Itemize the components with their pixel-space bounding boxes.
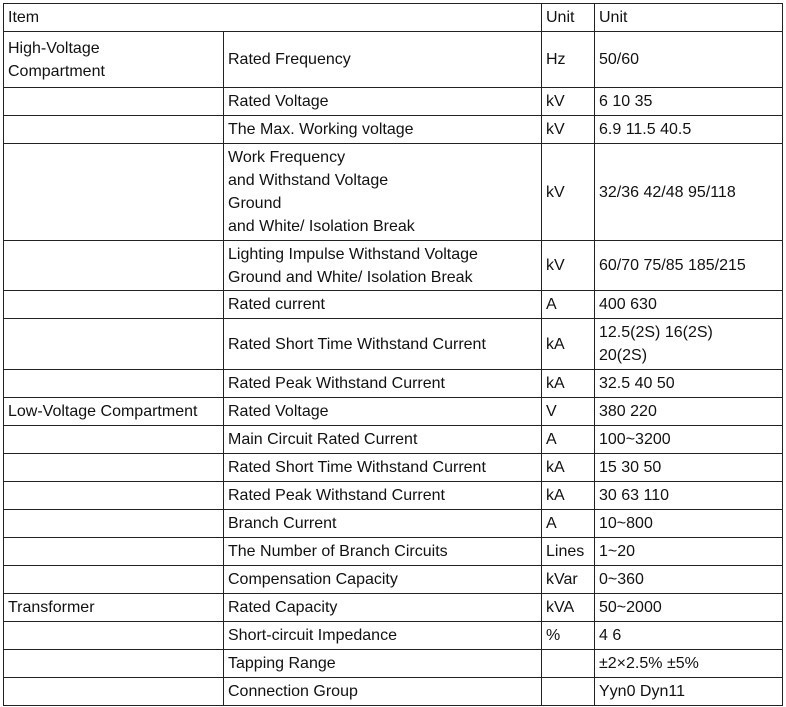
value-cell: ±2×2.5% ±5% <box>595 650 783 678</box>
param-cell: Rated Short Time Withstand Current <box>224 319 542 370</box>
param-cell: Lighting Impulse Withstand Voltage Ground and White/ Isolation Break <box>224 241 542 291</box>
param-cell: Rated Frequency <box>224 32 542 88</box>
value-cell: 50/60 <box>595 32 783 88</box>
value-cell: 12.5(2S) 16(2S) 20(2S) <box>595 319 783 370</box>
spec-table <box>3 3 783 706</box>
group-cell-empty <box>4 454 224 482</box>
param-cell: Rated Peak Withstand Current <box>224 482 542 510</box>
value-cell: 100~3200 <box>595 426 783 454</box>
param-cell: Main Circuit Rated Current <box>224 426 542 454</box>
group-cell-empty <box>4 650 224 678</box>
table-row <box>4 88 783 116</box>
group-name-transformer: Transformer <box>4 594 224 622</box>
value-cell: 15 30 50 <box>595 454 783 482</box>
value-cell: 32.5 40 50 <box>595 370 783 398</box>
param-cell: Rated Short Time Withstand Current <box>224 454 542 482</box>
group-cell-empty <box>4 116 224 144</box>
value-cell: 380 220 <box>595 398 783 426</box>
group-cell-empty <box>4 370 224 398</box>
table-row <box>4 144 783 241</box>
param-cell: Short-circuit Impedance <box>224 622 542 650</box>
unit-cell: Hz <box>542 32 595 88</box>
unit-cell: A <box>542 291 595 319</box>
value-cell: 60/70 75/85 185/215 <box>595 241 783 291</box>
value-cell: 6 10 35 <box>595 88 783 116</box>
table-row <box>4 622 783 650</box>
value-cell: 6.9 11.5 40.5 <box>595 116 783 144</box>
table-row <box>4 538 783 566</box>
table-row <box>4 398 783 426</box>
group-cell-empty <box>4 88 224 116</box>
param-cell: The Number of Branch Circuits <box>224 538 542 566</box>
group-cell-empty <box>4 482 224 510</box>
unit-cell: A <box>542 510 595 538</box>
value-cell: 50~2000 <box>595 594 783 622</box>
value-cell: 30 63 110 <box>595 482 783 510</box>
unit-cell <box>542 650 595 678</box>
unit-cell <box>542 678 595 706</box>
value-cell: Yyn0 Dyn11 <box>595 678 783 706</box>
group-cell-empty <box>4 426 224 454</box>
unit-cell: V <box>542 398 595 426</box>
table-row <box>4 482 783 510</box>
table-row <box>4 594 783 622</box>
table-row <box>4 678 783 706</box>
unit-cell: kA <box>542 370 595 398</box>
table-row <box>4 454 783 482</box>
header-item: Item <box>4 4 542 32</box>
unit-cell: kV <box>542 116 595 144</box>
param-cell: Rated Peak Withstand Current <box>224 370 542 398</box>
table-row <box>4 291 783 319</box>
table-row <box>4 650 783 678</box>
param-cell: Rated current <box>224 291 542 319</box>
header-value: Unit <box>595 4 783 32</box>
group-cell-empty <box>4 678 224 706</box>
unit-cell: kA <box>542 454 595 482</box>
unit-cell: kA <box>542 482 595 510</box>
group-name-low-voltage: Low-Voltage Compartment <box>4 398 224 426</box>
group-cell-empty <box>4 291 224 319</box>
table-row <box>4 370 783 398</box>
group-cell-empty <box>4 538 224 566</box>
param-cell: Rated Capacity <box>224 594 542 622</box>
param-cell: Tapping Range <box>224 650 542 678</box>
table-row <box>4 116 783 144</box>
param-cell: Connection Group <box>224 678 542 706</box>
param-cell: Compensation Capacity <box>224 566 542 594</box>
unit-cell: kV <box>542 241 595 291</box>
value-cell: 0~360 <box>595 566 783 594</box>
table-row <box>4 32 783 88</box>
value-cell: 4 6 <box>595 622 783 650</box>
param-cell: Rated Voltage <box>224 88 542 116</box>
unit-cell: % <box>542 622 595 650</box>
value-cell: 400 630 <box>595 291 783 319</box>
unit-cell: Lines <box>542 538 595 566</box>
unit-cell: kVA <box>542 594 595 622</box>
table-row <box>4 426 783 454</box>
group-cell-empty <box>4 144 224 241</box>
group-cell-empty <box>4 319 224 370</box>
value-cell: 1~20 <box>595 538 783 566</box>
group-cell-empty <box>4 510 224 538</box>
unit-cell: kVar <box>542 566 595 594</box>
group-name-high-voltage: High-Voltage Compartment <box>4 32 224 88</box>
header-row <box>4 4 783 32</box>
unit-cell: A <box>542 426 595 454</box>
param-cell: The Max. Working voltage <box>224 116 542 144</box>
param-cell: Work Frequency and Withstand Voltage Ground and White/ Isolation Break <box>224 144 542 241</box>
group-cell-empty <box>4 622 224 650</box>
unit-cell: kV <box>542 144 595 241</box>
header-unit: Unit <box>542 4 595 32</box>
value-cell: 10~800 <box>595 510 783 538</box>
table-row <box>4 566 783 594</box>
group-cell-empty <box>4 566 224 594</box>
group-cell-empty <box>4 241 224 291</box>
value-cell: 32/36 42/48 95/118 <box>595 144 783 241</box>
param-cell: Rated Voltage <box>224 398 542 426</box>
table-row <box>4 510 783 538</box>
table-row <box>4 241 783 291</box>
table-row <box>4 319 783 370</box>
unit-cell: kV <box>542 88 595 116</box>
param-cell: Branch Current <box>224 510 542 538</box>
unit-cell: kA <box>542 319 595 370</box>
